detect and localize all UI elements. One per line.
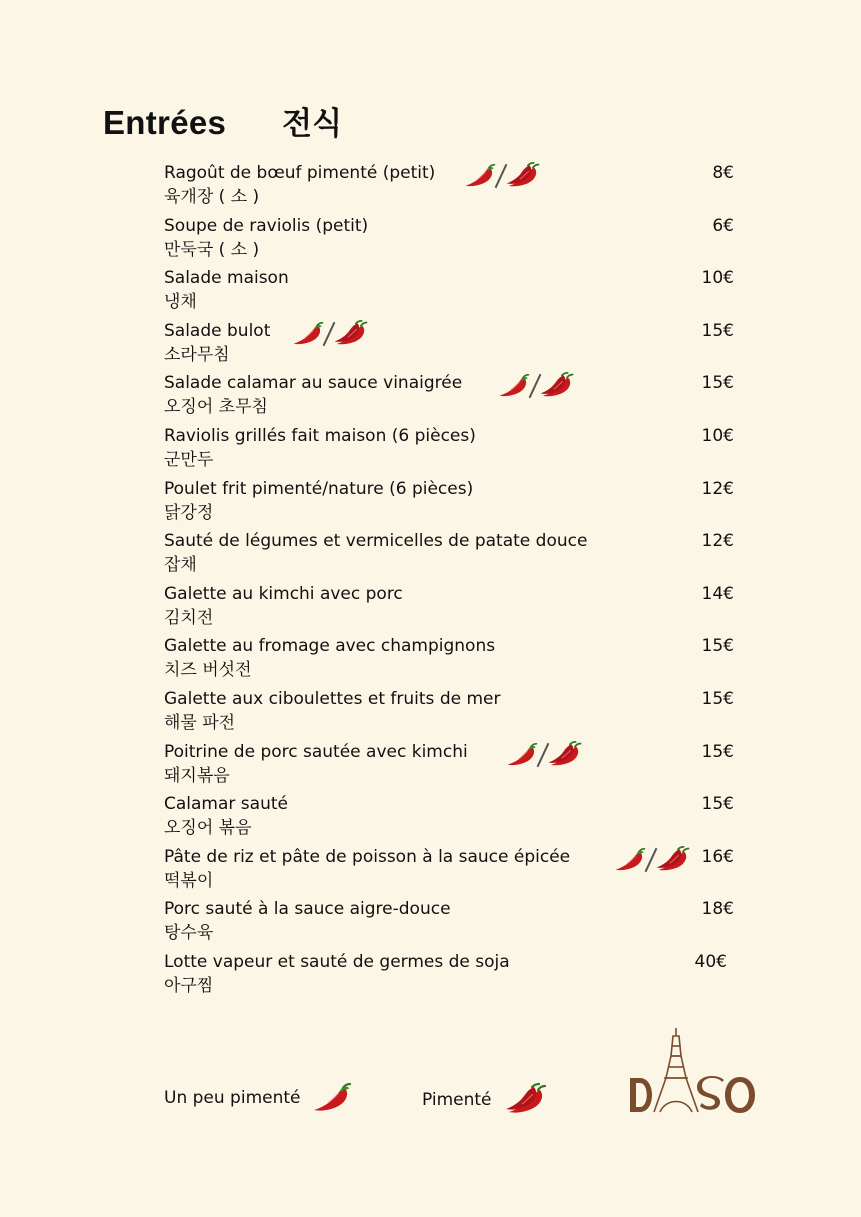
menu-item [164, 844, 734, 897]
menu-item [164, 791, 734, 844]
two-chili-peppers-icon [539, 372, 575, 400]
dish-name-ko: 떡볶이 [164, 870, 214, 891]
dish-price: 15€ [701, 636, 734, 657]
legend-mild [164, 1082, 352, 1114]
dish-name-fr: Sauté de légumes et vermicelles de patate douce [164, 531, 588, 552]
two-chili-peppers-icon [333, 320, 369, 348]
menu-item [164, 633, 734, 686]
legend-hot [422, 1082, 548, 1118]
legend-hot-label: Pimenté [422, 1090, 492, 1110]
dish-name-fr: Salade calamar au sauce vinaigrée [164, 373, 463, 394]
dish-price: 18€ [701, 899, 734, 920]
dish-name-fr: Raviolis grillés fait maison (6 pièces) [164, 425, 476, 446]
dish-name-ko: 냉채 [164, 292, 197, 313]
dish-name-ko: 돼지볶음 [164, 765, 230, 786]
two-chili-peppers-icon [504, 1082, 548, 1118]
dish-name-fr: Poulet frit pimenté/nature (6 pièces) [164, 478, 474, 499]
dish-name-fr: Ragoût de bœuf pimenté (petit) [164, 163, 436, 183]
dish-price: 8€ [712, 163, 734, 183]
dish-name-fr: Pâte de riz et pâte de poisson à la sauce épicée [164, 846, 571, 867]
menu-list [164, 160, 734, 1002]
two-chili-peppers-icon [505, 162, 541, 190]
menu-item [164, 528, 734, 581]
menu-item [164, 370, 734, 423]
spice-level-both [498, 372, 575, 400]
spice-level-both [292, 320, 369, 348]
menu-item [164, 686, 734, 739]
dish-name-ko: 육개장 ( 소 ) [164, 187, 260, 207]
dish-name-ko: 잡채 [164, 555, 197, 576]
page-title-korean: 전식 [282, 106, 343, 142]
dish-price: 15€ [701, 320, 734, 341]
dish-price: 12€ [701, 478, 734, 499]
chili-pepper-icon [506, 743, 538, 767]
dish-name-ko: 닭강정 [164, 502, 214, 523]
chili-pepper-icon [498, 374, 530, 398]
dish-price: 15€ [701, 741, 734, 762]
dish-name-ko: 김치전 [164, 607, 214, 628]
menu-item [164, 423, 734, 476]
dish-name-fr: Poitrine de porc sautée avec kimchi [164, 741, 468, 762]
menu-item [164, 318, 734, 371]
dish-name-ko: 해물 파전 [164, 712, 236, 733]
two-chili-peppers-icon [655, 846, 691, 874]
chili-pepper-icon [614, 848, 646, 872]
spice-level-both [464, 162, 541, 190]
dish-name-ko: 오징어 볶음 [164, 818, 252, 839]
menu-item [164, 739, 734, 792]
dish-price: 10€ [701, 268, 734, 289]
menu-item [164, 581, 734, 634]
spice-level-both [506, 741, 583, 769]
chili-pepper-icon [464, 164, 496, 188]
dish-name-fr: Galette au kimchi avec porc [164, 583, 403, 604]
page-header [103, 98, 342, 143]
chili-pepper-icon [292, 322, 324, 346]
dish-name-fr: Galette aux ciboulettes et fruits de mer [164, 688, 501, 709]
menu-item [164, 949, 734, 1002]
dish-price: 15€ [701, 373, 734, 394]
dish-name-fr: Calamar sauté [164, 794, 288, 815]
dish-name-fr: Lotte vapeur et sauté de germes de soja [164, 951, 510, 972]
dish-name-ko: 소라무침 [164, 344, 230, 365]
dish-price: 15€ [701, 794, 734, 815]
dish-name-fr: Salade maison [164, 268, 289, 289]
dish-price: 15€ [701, 688, 734, 709]
menu-item [164, 265, 734, 318]
dish-price: 10€ [701, 425, 734, 446]
dish-name-ko: 탕수육 [164, 923, 214, 944]
menu-item [164, 896, 734, 949]
dish-price: 16€ [701, 846, 734, 867]
daso-logo [626, 1026, 758, 1118]
dish-price: 14€ [701, 583, 734, 604]
page-title: Entrées [103, 104, 227, 141]
dish-name-fr: Salade bulot [164, 320, 271, 341]
dish-name-ko: 만둑국 ( 소 ) [164, 239, 260, 260]
chili-pepper-icon [312, 1082, 352, 1114]
menu-item [164, 476, 734, 529]
dish-name-ko: 오징어 초무침 [164, 397, 268, 418]
dish-name-fr: Galette au fromage avec champignons [164, 636, 496, 657]
dish-name-ko: 군만두 [164, 449, 214, 470]
menu-item [164, 160, 734, 213]
menu-item [164, 213, 734, 266]
dish-price: 12€ [701, 531, 734, 552]
two-chili-peppers-icon [547, 741, 583, 769]
dish-name-ko: 치즈 버섯전 [164, 660, 252, 681]
dish-name-fr: Soupe de raviolis (petit) [164, 215, 369, 236]
spice-level-both [614, 846, 691, 874]
legend-mild-label: Un peu pimenté [164, 1088, 301, 1108]
dish-name-fr: Porc sauté à la sauce aigre-douce [164, 899, 451, 920]
dish-price: 6€ [712, 215, 734, 236]
dish-name-ko: 아구찜 [164, 975, 214, 996]
dish-price: 40€ [694, 951, 727, 972]
